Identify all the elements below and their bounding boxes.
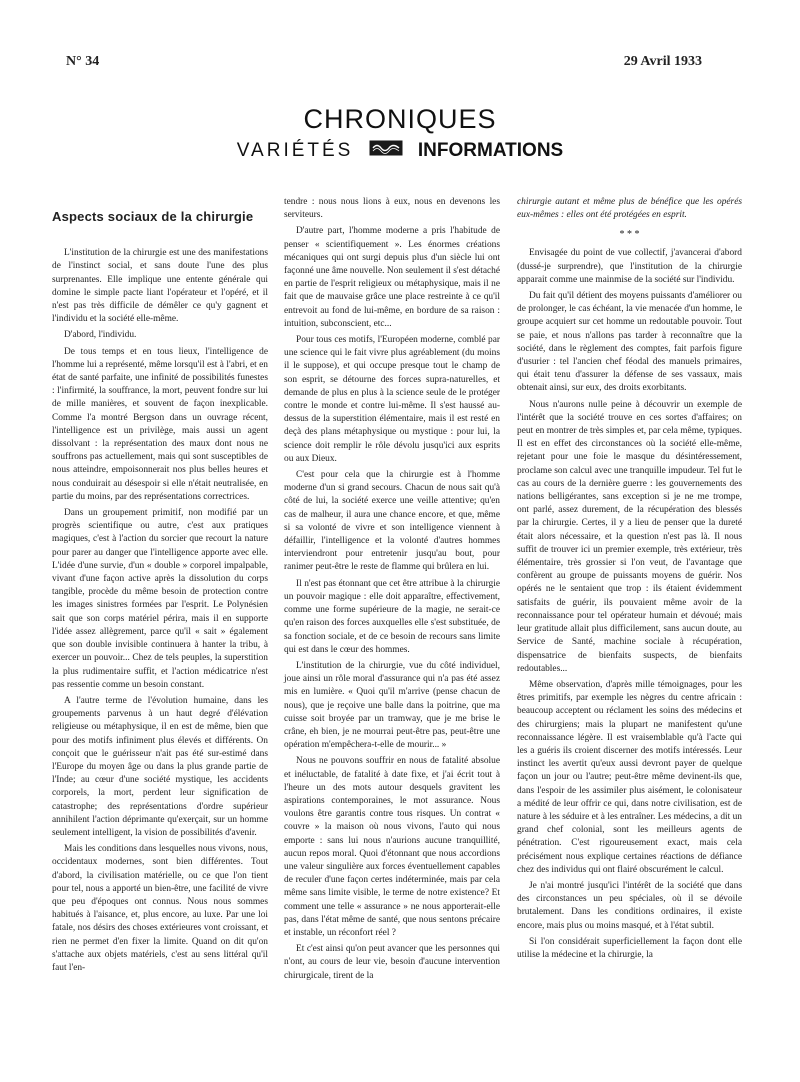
paragraph: Pour tous ces motifs, l'Européen moderne, comblé par une science qui le fait vivre plus agréablement (du moins il le suppose), et qui occupe presque tout le champ de son esprit, se détourne des forces supra-naturelles, et demande de plus en plus à la science seule de le protéger contre le monde et contre lui-même. Il s'est haussé au-dessus de la superstition élémentaire, mais il est resté en deçà des plans métaphysique ou mystique : pour lui, la science doit remplir le rôle dévolu jusqu'ici aux esprits ou aux Dieux.	[284, 335, 500, 464]
ornament-icon	[369, 140, 403, 162]
column-1	[52, 196, 268, 978]
column-2	[284, 196, 500, 986]
paragraph: Nous ne pouvons souffrir en nous de fatalité absolue et inéluctable, de fatalité à date fixe, et j'ai écrit tout à l'heure un des mots autour desquels gravitent les aspirations contemporaines, le mot assurance. Nous voulons être garantis contre tous risques. Un contrat « couvre » la maison où nous vivons, l'auto qui nous emporte : sans lui nous n'aurions aucune tranquillité, aucun repos moral. Quoi d'étonnant que nous accordions une valeur singulière aux forces éventuellement capables de reculer d'une façon certes indéterminée, mais par cela même sans limite visible, le terme de notre existence? Et comment une telle « assurance » ne nous apporterait-elle pas, dans l'état même de santé, que nous sentons précaire et instable, un réconfort réel ?	[284, 756, 500, 938]
paragraph: L'institution de la chirurgie, vue du côté individuel, joue ainsi un rôle moral d'assurance qui n'a pas été assez mis en lumière. « Quoi qu'il m'arrive (pense chacun de nous), que je reçoive une balle dans la poitrine, que ma cuisse soit broyée par un tramway, que je me brise le crâne, eh bien, je ne mourrai peut-être pas, peut-être une opération m'empêchera-t-elle de mourir... »	[284, 660, 500, 751]
paragraph: chirurgie autant et même plus de bénéfice que les opérés eux-mêmes : elles ont été protégées en esprit.	[517, 197, 742, 221]
paragraph: Du fait qu'il détient des moyens puissants d'améliorer ou de prolonger, le cas échéant, la vie menacée d'un homme, le groupe acquiert sur cet homme un redoutable pouvoir. Tout se paie, et nous n'allons pas tarder à reconnaître que la société, dans le règlement des comptes, fait parfois figure d'usurier : tel l'ancien chef féodal des manuels primaires, qui était tenu d'assurer la défense de ses vassaux, mais obtenait ainsi, sur eux, des droits exorbitants.	[517, 291, 742, 394]
masthead-right: INFORMATIONS	[417, 140, 564, 162]
article-title: Aspects sociaux de la chirurgie	[52, 209, 254, 224]
paragraph: De tous temps et en tous lieux, l'intelligence de l'homme lui a représenté, même lorsqu'il est à l'abri, et en état de santé parfaite, une infinité de possibilités funestes : l'infirmité, la souffrance, la mort, peuvent fondre sur lui de mille manières, et souvent de façon inexplicable. Comme l'a montré Bergson dans un ouvrage récent, l'intelligence est un privilège, mais aussi un agent dissolvant : la représentation des maux dont nous ne souffrons pas actuellement, mais qui sont susceptibles de nous atteindre, empoisonnerait nos plus belles heures et nous conduirait au désespoir si elle n'était neutralisée, en partie du moins, par des représentations correctrices.	[52, 346, 268, 502]
column-3	[517, 196, 742, 965]
masthead-left: VARIÉTÉS	[236, 140, 354, 162]
issue-number: N° 34	[66, 54, 100, 69]
paragraph: Nous n'aurons nulle peine à découvrir un exemple de l'intérêt que la société trouve en ces sortes d'affaires; on peut en montrer de très simples et, par cela même, typiques. Il est en effet des circonstances où la société elle-même, rejetant pour une foie le masque du désintéressement, proclame son calcul avec une tranquille impudeur. Tel fut le cas au cours de la dernière guerre : les gouvernements des nations belligérantes, sans exception si je ne me trompe, ont parlé, assez durement, de la récupération des blessés par la chirurgie. Certes, il y a lieu de penser que la dureté était alors nécessaire, et la question n'est pas là. Il nous suffit de trouver ici un premier exemple, très extérieur, très élémentaire, très grossier si l'on veut, de l'avantage que confèrent au groupe de puissants moyens de guérir. Nos opérés ne le sentaient que trop : ils étaient évidemment satisfaits de guérir, ils pouvaient même avoir de la reconnaissance pour tel opérateur humain et dévoué; mais leur gratitude allait plus difficilement, sans aucun doute, au Service de Santé, machine sociale à récupération, dispensatrice de bienfaits suspects, de bienfaits redoutables...	[517, 399, 742, 674]
paragraph: Et c'est ainsi qu'on peut avancer que les personnes qui n'ont, au cours de leur vie, besoin d'aucune intervention chirurgicale, tirent de la	[284, 944, 500, 981]
paragraph: Même observation, d'après mille témoignages, pour les êtres primitifs, par exemple les nègres du centre africain : beaucoup acceptent ou réclament les soins des médecins et des chirurgiens; mais la plupart ne manifestent qu'une reconnaissance légère. Il est vraisemblable qu'à l'acte qui les a guéris ils croient discerner des motifs intéressés. Leur instinct les avertit qu'eux aussi devront payer de quelque façon un jour ou l'autre; peut-être même devinent-ils que, dans l'espoir de les assimiler plus aisément, le colonisateur a médité de leur offrir ce qui, dans notre civilisation, est de nature à les séduire et à les entraîner. Les médecins, a dit un grand chef colonial, sont les meilleurs agents de pénétration. C'est rigoureusement exact, mais cela précisément nous explique certaines réactions de défiance chez des individus qui ont flairé obscurément le calcul.	[517, 679, 742, 875]
paragraph: D'autre part, l'homme moderne a pris l'habitude de penser « scientifiquement ». Les énormes créations mécaniques qui ont surgi depuis plus d'un siècle lui ont façonné une âme nouvelle. Non seulement il s'est détaché en partie de l'esprit religieux ou métaphysique, mais il ne fait que de mauvaise grâce une place restreinte à ce qu'il entrevoit au fond de lui-même, en bordure de sa raison : intuition, subconscient, etc...	[284, 226, 500, 329]
paragraph: Je n'ai montré jusqu'ici l'intérêt de la société que dans des circonstances un peu spéciales, où il se dévoile brutalement. Dans les conditions ordinaires, il existe encore, mais plus ou moins masqué, et à l'état subtil.	[517, 880, 742, 931]
paragraph: C'est pour cela que la chirurgie est à l'homme moderne d'un si grand secours. Chacun de nous sait qu'à côté de lui, la société exerce une veille attentive; qu'en cas de malheur, il aura une chance encore, et que, même si sa volonté de vivre et son intelligence viennent à défaillir, l'intelligence et la volonté d'autres hommes interviendront pour entretenir jusqu'au bout, pour ranimer peut-être le reste de flamme qui brûlera en lui.	[284, 470, 500, 573]
paragraph: Il n'est pas étonnant que cet être attribue à la chirurgie un pouvoir magique : elle doit apparaître, effectivement, comme une forme supérieure de la magie, ne serait-ce qu'en raison des forces auxquelles elle s'est substituée, de sa fonction sociale, et de ce besoin de recours sans limite qui est dans le cœur des hommes.	[284, 578, 500, 655]
paragraph: L'institution de la chirurgie est une des manifestations de l'instinct social, et sans doute l'une des plus surprenantes. Elle implique une entente générale qui domine le simple pacte liant l'opérateur et l'opéré, et il n'est pas très difficile de démêler ce qu'y gagnent et l'individu et la société elle-même.	[52, 248, 268, 325]
paragraph: Dans un groupement primitif, non modifié par un progrès scientifique ou autre, c'est aux pratiques magiques, c'est à l'action du sorcier que recourt la nature pour parer au danger que l'intelligence apporte avec elle. L'idée d'une survie, d'un « double » corporel impalpable, vivant d'une façon active après la dissolution du corps tangible, procède du même besoin de protection contre les images sinistres formées par l'esprit. Le Polynésien sait que son corps matériel périra, mais il en supporte l'idée assez allègrement, parce qu'il « sait » également que son double invisible continuera à hanter la tribu, à exercer un pouvoir... Chez de tels peuples, la superstition la plus rudimentaire suffit, et l'action médicatrice n'est pas ressentie comme un besoin constant.	[52, 508, 268, 690]
masthead-subtitle	[0, 140, 800, 162]
paragraph: tendre : nous nous lions à eux, nous en devenons les serviteurs.	[284, 197, 500, 221]
section-separator: * * *	[619, 229, 640, 241]
issue-date: 29 Avril 1933	[623, 54, 702, 69]
paragraph: Mais les conditions dans lesquelles nous vivons, nous, occidentaux modernes, sont bien différentes. Tout d'abord, la civilisation matérielle, ou ce que l'on tient pour tel, nous a apporté un bien-être, une facilité de vivre que peu d'époques ont connus. Nous nous sommes habitués à l'aisance, et, plus encore, au luxe. Par une loi fatale, nos désirs des choses extérieures vont croissant, et rien ne permet d'en fixer la limite. Quand on dit qu'on s'attache aux objets matériels, c'est au sens littéral qu'il faut l'en-	[52, 844, 268, 973]
masthead-title: CHRONIQUES	[303, 104, 497, 134]
paragraph: Envisagée du point de vue collectif, j'avancerai d'abord (dussé-je surprendre), que l'institution de la chirurgie apparait comme une mainmise de la société sur l'individu.	[517, 248, 742, 285]
paragraph: D'abord, l'individu.	[64, 330, 137, 341]
paragraph: Si l'on considérait superficiellement la façon dont elle utilise la médecine et la chirurgie, la	[517, 936, 742, 960]
paragraph: A l'autre terme de l'évolution humaine, dans les groupements parvenus à un haut degré d'élévation religieuse ou métaphysique, il en est de même, bien que pour des motifs infiniment plus élevés et différents. On conçoit que le guérisseur n'ait pas été sur-estimé dans l'Europe du moyen âge ou dans la plus grande partie de l'Inde; au cœur d'une société mystique, les accidents corporels, la mort, perdent leur signification de catastrophe; des représentations d'ordre supérieur annihilent l'action déprimante qu'exerçait, sur un homme seulement intelligent, la vision de possibilités d'avenir.	[52, 695, 268, 838]
